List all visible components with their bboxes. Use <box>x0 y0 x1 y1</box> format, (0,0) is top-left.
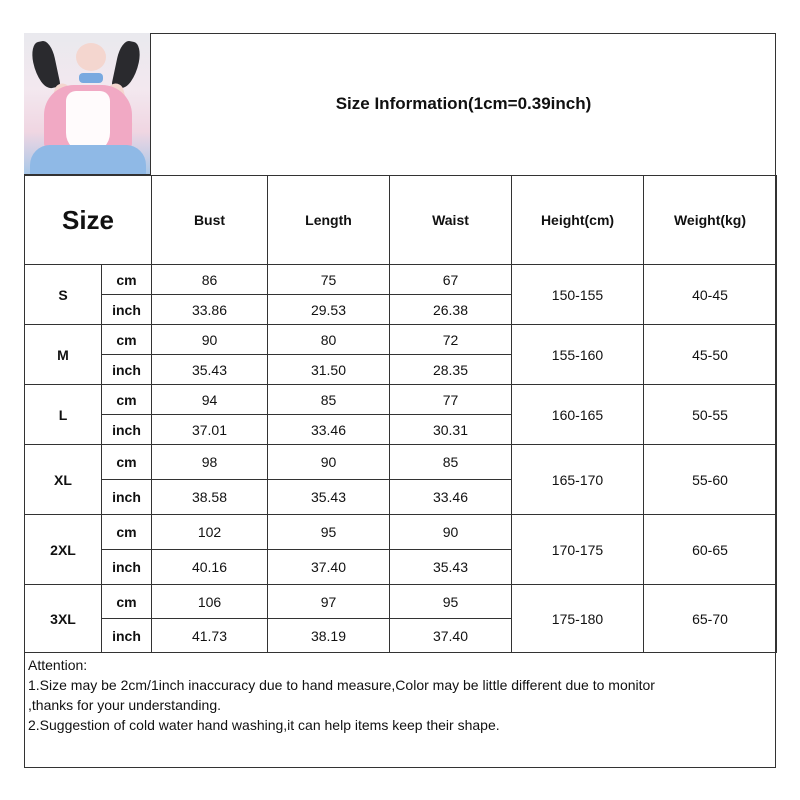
unit-inch: inch <box>102 619 152 653</box>
size-table <box>24 175 777 653</box>
bust-cm: 86 <box>152 265 268 295</box>
waist-cm: 77 <box>390 385 512 415</box>
header-height: Height(cm) <box>512 176 644 265</box>
bust-cm: 102 <box>152 515 268 550</box>
waist-inch: 26.38 <box>390 295 512 325</box>
notes-line-1b: ,thanks for your understanding. <box>28 697 222 713</box>
height-range: 175-180 <box>512 585 644 653</box>
notes-line-1: 1.Size may be 2cm/1inch inaccuracy due to hand measure,Color may be little different due to monitor <box>28 677 655 693</box>
header-weight: Weight(kg) <box>644 176 777 265</box>
length-inch: 35.43 <box>268 480 390 515</box>
unit-cm: cm <box>102 385 152 415</box>
waist-cm: 95 <box>390 585 512 619</box>
table-row <box>25 585 777 619</box>
size-label: 3XL <box>25 585 102 653</box>
table-row <box>25 385 777 415</box>
notes-line-2: 2.Suggestion of cold water hand washing,it can help items keep their shape. <box>28 717 500 733</box>
bust-inch: 33.86 <box>152 295 268 325</box>
chart-title: Size Information(1cm=0.39inch) <box>335 94 592 113</box>
table-row <box>25 515 777 550</box>
weight-range: 40-45 <box>644 265 777 325</box>
unit-inch: inch <box>102 480 152 515</box>
size-label: 2XL <box>25 515 102 585</box>
waist-cm: 90 <box>390 515 512 550</box>
photo-bow <box>79 73 103 83</box>
size-label: M <box>25 325 102 385</box>
height-range: 160-165 <box>512 385 644 445</box>
attention-notes <box>24 653 776 768</box>
size-label: S <box>25 265 102 325</box>
bust-cm: 94 <box>152 385 268 415</box>
length-inch: 29.53 <box>268 295 390 325</box>
waist-inch: 33.46 <box>390 480 512 515</box>
height-range: 165-170 <box>512 445 644 515</box>
length-cm: 97 <box>268 585 390 619</box>
bust-cm: 106 <box>152 585 268 619</box>
length-cm: 90 <box>268 445 390 480</box>
product-photo <box>24 33 151 175</box>
unit-cm: cm <box>102 265 152 295</box>
waist-inch: 35.43 <box>390 550 512 585</box>
size-label: L <box>25 385 102 445</box>
unit-cm: cm <box>102 585 152 619</box>
table-row <box>25 265 777 295</box>
unit-inch: inch <box>102 355 152 385</box>
weight-range: 50-55 <box>644 385 777 445</box>
length-cm: 80 <box>268 325 390 355</box>
bust-inch: 38.58 <box>152 480 268 515</box>
size-label: XL <box>25 445 102 515</box>
bust-inch: 35.43 <box>152 355 268 385</box>
header-size: Size <box>25 176 152 265</box>
photo-hair-left <box>29 39 60 91</box>
header-waist: Waist <box>390 176 512 265</box>
weight-range: 60-65 <box>644 515 777 585</box>
photo-skirt <box>30 145 146 175</box>
unit-cm: cm <box>102 445 152 480</box>
length-cm: 95 <box>268 515 390 550</box>
bust-inch: 41.73 <box>152 619 268 653</box>
length-inch: 31.50 <box>268 355 390 385</box>
unit-cm: cm <box>102 325 152 355</box>
waist-cm: 85 <box>390 445 512 480</box>
length-inch: 38.19 <box>268 619 390 653</box>
bust-cm: 90 <box>152 325 268 355</box>
table-row <box>25 445 777 480</box>
waist-inch: 37.40 <box>390 619 512 653</box>
waist-inch: 28.35 <box>390 355 512 385</box>
photo-apron <box>66 91 110 153</box>
unit-cm: cm <box>102 515 152 550</box>
waist-cm: 67 <box>390 265 512 295</box>
waist-inch: 30.31 <box>390 415 512 445</box>
length-cm: 85 <box>268 385 390 415</box>
table-row <box>25 325 777 355</box>
bust-inch: 40.16 <box>152 550 268 585</box>
header-row <box>25 176 777 265</box>
length-cm: 75 <box>268 265 390 295</box>
photo-face <box>76 43 106 71</box>
weight-range: 45-50 <box>644 325 777 385</box>
height-range: 150-155 <box>512 265 644 325</box>
waist-cm: 72 <box>390 325 512 355</box>
header-bust: Bust <box>152 176 268 265</box>
size-table-body <box>25 265 777 653</box>
length-inch: 37.40 <box>268 550 390 585</box>
bust-cm: 98 <box>152 445 268 480</box>
height-range: 155-160 <box>512 325 644 385</box>
weight-range: 55-60 <box>644 445 777 515</box>
bust-inch: 37.01 <box>152 415 268 445</box>
unit-inch: inch <box>102 295 152 325</box>
height-range: 170-175 <box>512 515 644 585</box>
notes-heading: Attention: <box>28 657 88 673</box>
unit-inch: inch <box>102 415 152 445</box>
unit-inch: inch <box>102 550 152 585</box>
header-length: Length <box>268 176 390 265</box>
weight-range: 65-70 <box>644 585 777 653</box>
length-inch: 33.46 <box>268 415 390 445</box>
